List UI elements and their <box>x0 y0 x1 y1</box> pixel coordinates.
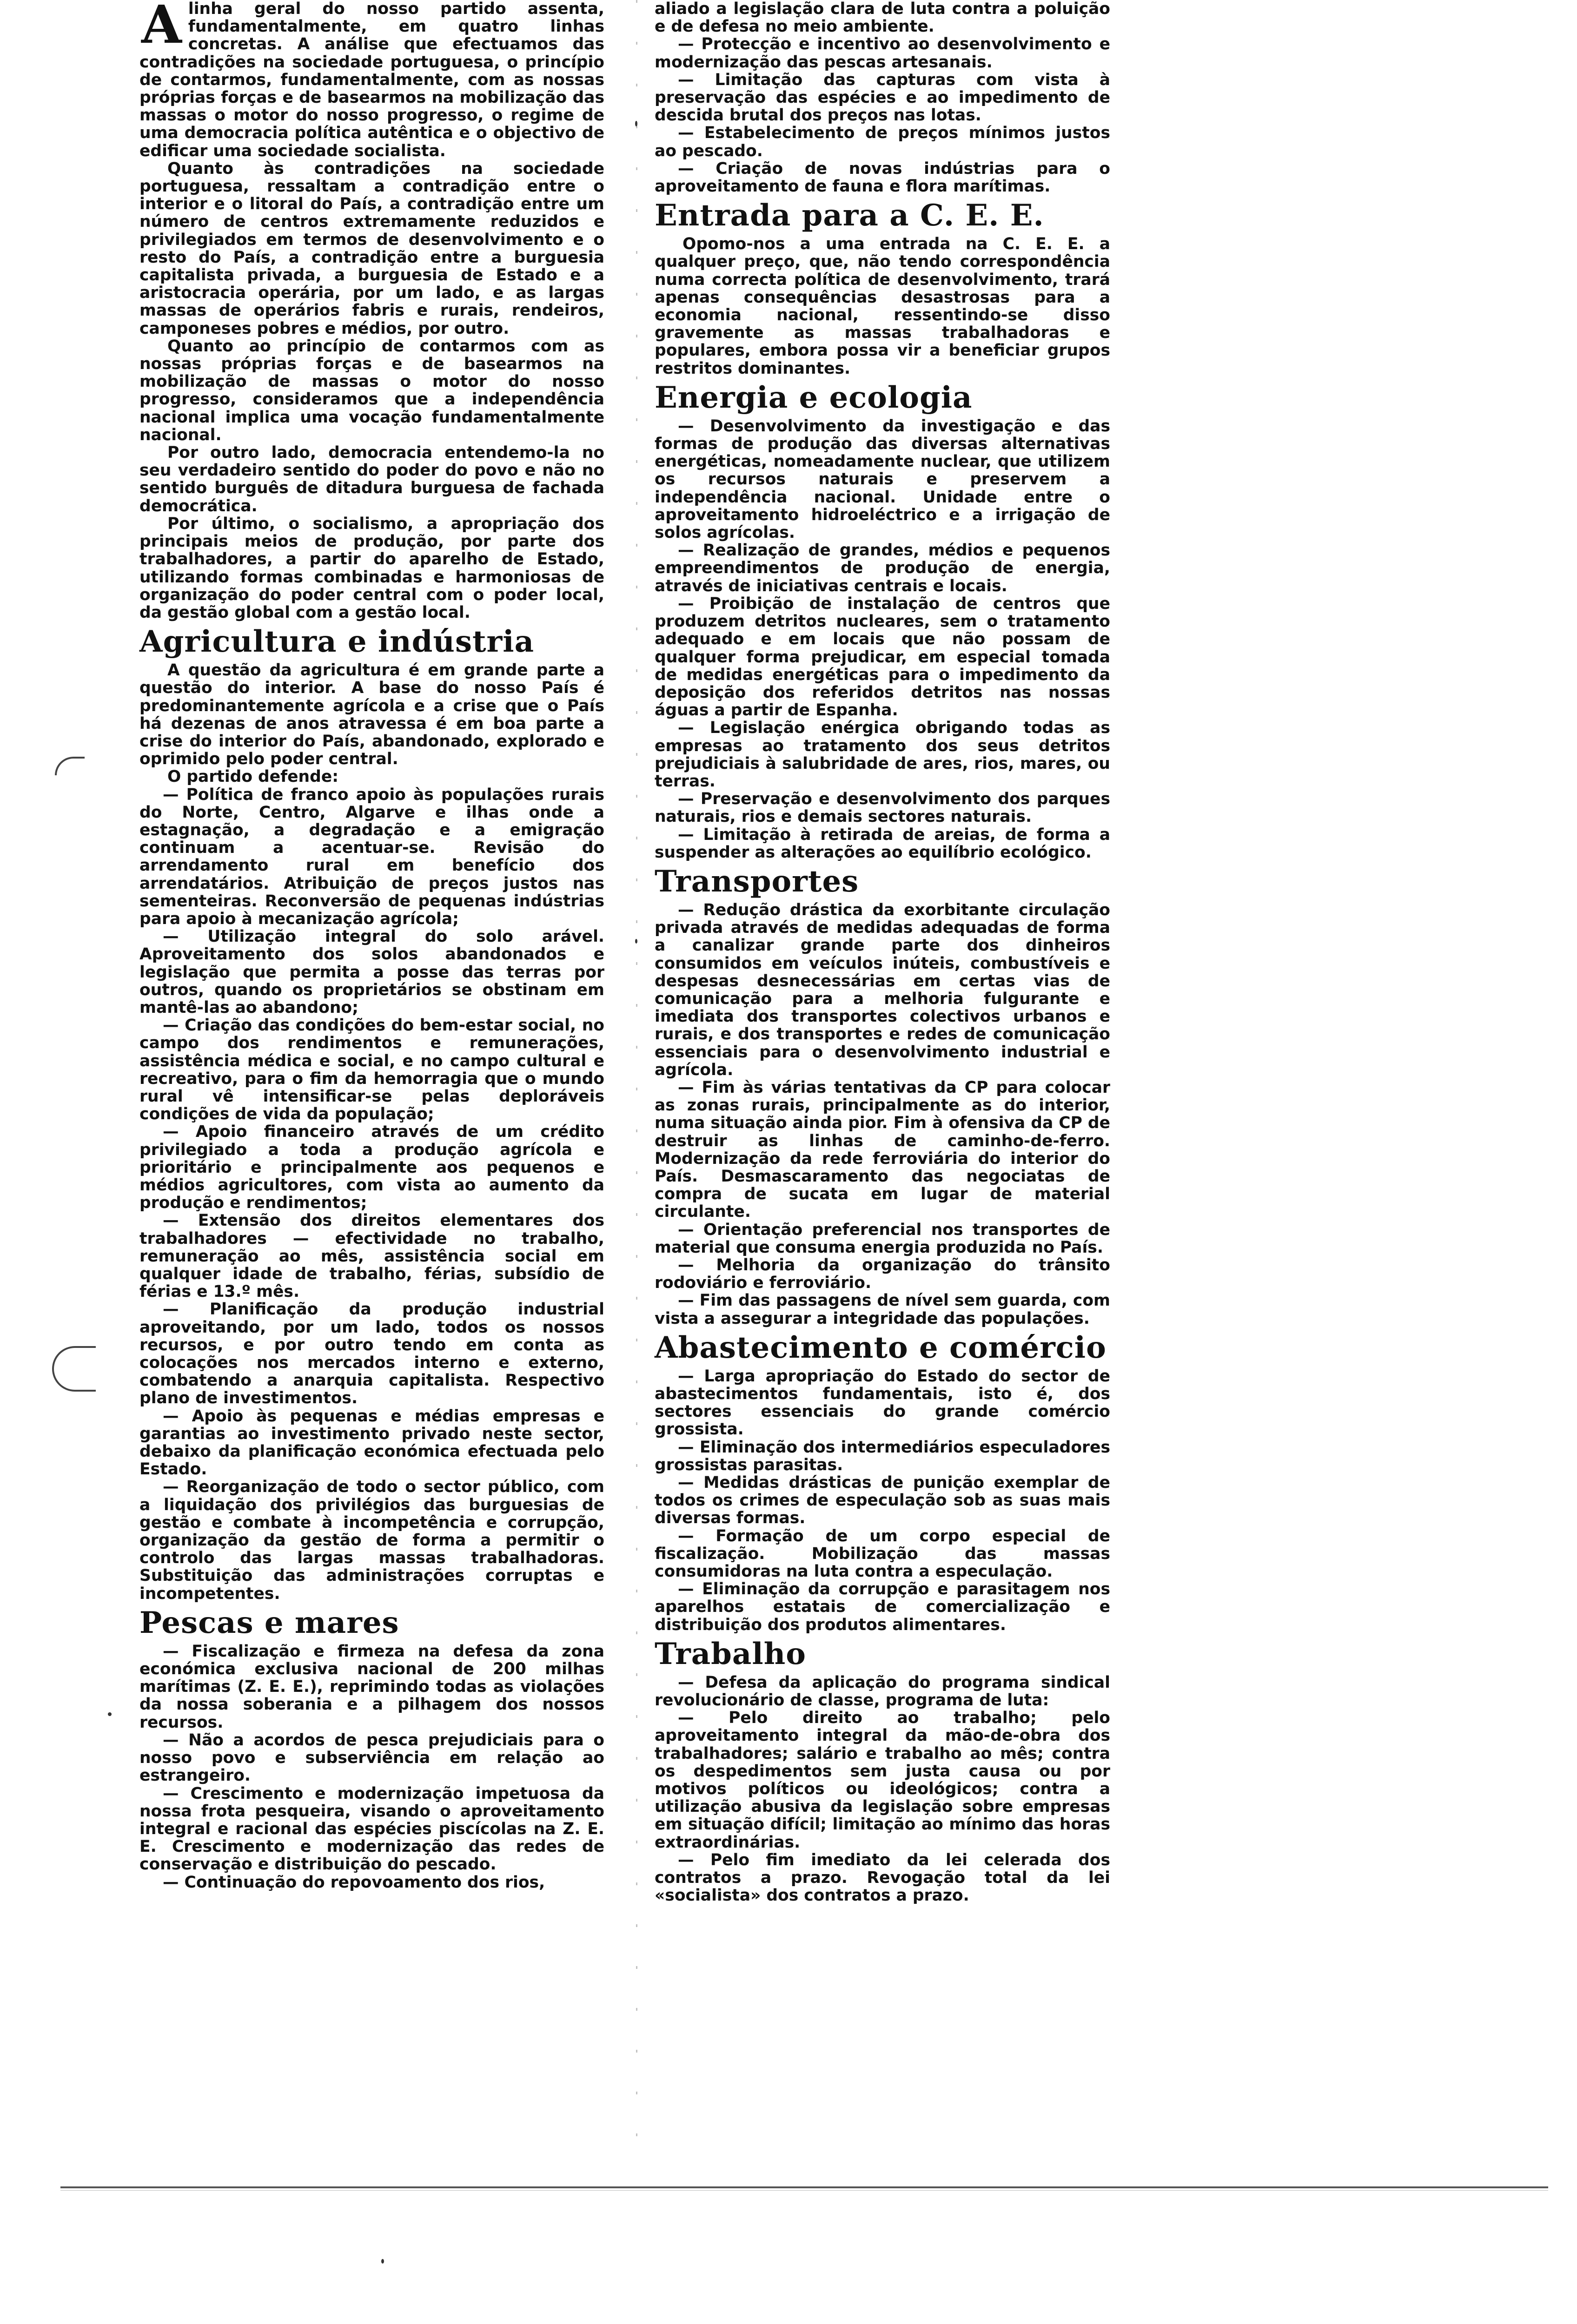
intro-section <box>139 0 604 621</box>
section-transportes <box>655 864 1110 1327</box>
list-item: — Apoio às pequenas e médias empresas e garantias ao investimento privado neste sector, debaixo da planificação económica efectuada pelo Estado. <box>139 1406 604 1479</box>
scan-speck <box>381 2259 384 2264</box>
list-item: — Medidas drásticas de punição exemplar de todos os crimes de especulação sob as suas mais diversas formas. <box>655 1473 1110 1528</box>
column-gutter <box>636 0 637 2138</box>
list-item: — Melhoria da organização do trânsito rodoviário e ferroviário. <box>655 1256 1110 1293</box>
list-item: — Eliminação da corrupção e parasitagem nos aparelhos estatais de comercialização e distribuição dos produtos alimentares. <box>655 1580 1110 1634</box>
list-item: — Orientação preferencial nos transportes de material que consuma energia produzida no País. <box>655 1220 1110 1257</box>
list-item: — Utilização integral do solo arável. Aproveitamento dos solos abandonados e legislação que permita a posse das terras por outros, quando os proprietários se obstinam em mantê-las ao abandono; <box>139 927 604 1017</box>
list-item: — Fim às várias tentativas da CP para colocar as zonas rurais, principalmente as do interior, numa situação ainda pior. Fim à ofensiva da CP de destruir as linhas de caminho-de-ferro. Modernização da rede ferroviária do interior do País. Desmascaramento das negociatas de compra de sucata em lugar de material circulante. <box>655 1078 1110 1221</box>
scan-speck <box>635 121 637 126</box>
body-paragraph: aliado a legislação clara de luta contra a poluição e de defesa no meio ambiente. <box>655 0 1110 36</box>
list-item: — Legislação enérgica obrigando todas as empresas ao tratamento dos seus detritos prejudiciais à salubridade de ares, rios, mares, ou terras. <box>655 719 1110 791</box>
list-item: — Redução drástica da exorbitante circulação privada através de medidas adequadas de forma a canalizar grande parte dos dinheiros consumidos em veículos inúteis, combustíveis e despesas desnecessárias em certas vias de comunicação para a melhoria fulgurante e imediata dos transportes colectivos urbanos e rurais, e dos transportes e redes de comunicação essenciais para o desenvolvimento industrial e agrícola. <box>655 900 1110 1079</box>
list-item: — Apoio financeiro através de um crédito privilegiado a toda a produção agrícola e prioritário e principalmente aos pequenos e médios agricultores, com vista ao aumento da produção e rendimentos; <box>139 1122 604 1213</box>
list-item: — Larga apropriação do Estado do sector de abastecimentos fundamentais, isto é, dos sectores essenciais do grande comércio grossista. <box>655 1367 1110 1439</box>
section-agricultura <box>139 624 604 1603</box>
section-heading: Energia e ecologia <box>655 380 973 415</box>
intro-paragraph: Quanto às contradições na sociedade portuguesa, ressaltam a contradição entre o interior e o litoral do País, a contradição entre um número de centros extremamente reduzidos e privilegiados em termos de desenvolvimento e o resto do País, a contradição entre a burguesia capitalista privada, a burguesia de Estado e a aristocracia operária, por um lado, e as largas massas de operários fabris e rurais, rendeiros, camponeses pobres e médios, por outro. <box>139 159 604 338</box>
list-item: — Reorganização de todo o sector público, com a liquidação dos privilégios das burguesias de gestão e combate à incompetência e corrupção, organização da gestão de forma a permitir o controlo das largas massas trabalhadoras. Substituição das administrações corruptas e incompetentes. <box>139 1478 604 1603</box>
section-heading: Agricultura e indústria <box>139 624 535 660</box>
intro-paragraph: Por último, o socialismo, a apropriação dos principais meios de produção, por parte dos trabalhadores, a partir do aparelho de Estado, utilizando formas combinadas e harmoniosas de organização do poder central com o poder local, da gestão global com a gestão local. <box>139 514 604 622</box>
list-item: — Pelo direito ao trabalho; pelo aproveitamento integral da mão-de-obra dos trabalhadores; salário e trabalho ao mês; contra os despedimentos sem justa causa ou por motivos políticos ou ideológicos; contra a utilização abusiva da legislação sobre empresas em situação difícil; limitação ao mínimo das horas extraordinárias. <box>655 1709 1110 1852</box>
left-column <box>139 0 604 1891</box>
list-item: — Eliminação dos intermediários especuladores grossistas parasitas. <box>655 1438 1110 1474</box>
list-item: — Limitação à retirada de areias, de forma a suspender as alterações ao equilíbrio ecológico. <box>655 825 1110 862</box>
scan-speck <box>635 939 637 944</box>
section-pescas <box>139 1605 604 1891</box>
continuation-section <box>655 0 1110 195</box>
section-heading: Pescas e mares <box>139 1605 399 1640</box>
page-bottom-rule-thin <box>60 2190 1548 2191</box>
intro-paragraph: Quanto ao princípio de contarmos com as nossas próprias forças e de basearmos na mobilização de massas o motor do nosso progresso, consideramos que a independência nacional implica uma vocação fundamentalmente nacional. <box>139 337 604 444</box>
section-heading: Abastecimento e comércio <box>655 1330 1107 1365</box>
scan-speck <box>108 1712 112 1716</box>
binding-mark <box>55 757 85 775</box>
section-heading: Trabalho <box>655 1636 806 1671</box>
list-item: — Realização de grandes, médios e pequenos empreendimentos de produção de energia, através de iniciativas centrais e locais. <box>655 541 1110 595</box>
list-item: — Desenvolvimento da investigação e das formas de produção das diversas alternativas energéticas, nomeadamente nuclear, que utilizem os recursos naturais e preservem a independência nacional. Unidade entre o aproveitamento hidroeléctrico e a irrigação de solos agrícolas. <box>655 416 1110 542</box>
section-trabalho <box>655 1637 1110 1905</box>
intro-paragraph: linha geral do nosso partido assenta, fundamentalmente, em quatro linhas concretas. A análise que efectuamos das contradições na sociedade portuguesa, o princípio de contarmos, fundamentalmente, com as nossas próprias forças e de basearmos na mobilização das massas o motor do nosso progresso, o regime de uma democracia política autêntica e o objectivo de edificar uma sociedade socialista. <box>139 0 604 160</box>
section-cee <box>655 198 1110 377</box>
list-item: — Criação de novas indústrias para o aproveitamento de fauna e flora marítimas. <box>655 159 1110 196</box>
list-item: — Continuação do repovoamento dos rios, <box>163 1873 545 1892</box>
list-item: — Criação das condições do bem-estar social, no campo dos rendimentos e remunerações, assistência médica e social, e no campo cultural e recreativo, para o fim da hemorragia que o mundo rural vê intensificar-se pelas deploráveis condições de vida da população; <box>139 1016 604 1124</box>
list-item: — Crescimento e modernização impetuosa da nossa frota pesqueira, visando o aproveitamento integral e racional das espécies piscícolas na Z. E. E. Crescimento e modernização das redes de conservação e distribuição do pescado. <box>139 1784 604 1874</box>
list-item: — Defesa da aplicação do programa sindical revolucionário de classe, programa de luta: <box>655 1673 1110 1710</box>
list-item: — Formação de um corpo especial de fiscalização. Mobilização das massas consumidoras na luta contra a especulação. <box>655 1526 1110 1581</box>
body-paragraph: Opomo-nos a uma entrada na C. E. E. a qualquer preço, que, não tendo correspondência numa correcta política de desenvolvimento, trará apenas consequências desastrosas para a economia nacional, ressentindo-se disso gravemente as massas trabalhadoras e populares, embora possa vir a beneficiar grupos restritos dominantes. <box>655 235 1110 378</box>
section-abastecimento <box>655 1330 1110 1634</box>
list-item: — Não a acordos de pesca prejudiciais para o nosso povo e subserviência em relação ao estrangeiro. <box>139 1730 604 1785</box>
list-item: — Preservação e desenvolvimento dos parques naturais, rios e demais sectores naturais. <box>655 790 1110 826</box>
list-item: — Política de franco apoio às populações rurais do Norte, Centro, Algarve e ilhas onde a estagnação, a degradação e a emigração continuam a acentuar-se. Revisão do arrendamento rural em benefício dos arrendatários. Atribuição de preços justos nas sementeiras. Reconversão de pequenas indústrias para apoio à mecanização agrícola; <box>139 785 604 928</box>
drop-cap: A <box>141 0 182 55</box>
list-item: — Protecção e incentivo ao desenvolvimento e modernização das pescas artesanais. <box>655 35 1110 72</box>
list-item: — Fim das passagens de nível sem guarda, com vista a assegurar a integridade das populações. <box>655 1291 1110 1328</box>
body-paragraph: O partido defende: <box>167 767 339 786</box>
right-column <box>655 0 1110 1905</box>
list-item: — Proibição de instalação de centros que produzem detritos nucleares, sem o tratamento adequado e em locais que não possam de qualquer forma prejudicar, em especial tomada de medidas energéticas para o impedimento da deposição dos referidos detritos nas nossas águas a partir de Espanha. <box>655 594 1110 720</box>
intro-paragraph: Por outro lado, democracia entendemo-la no seu verdadeiro sentido do poder do povo e não no sentido burguês de ditadura burguesa de fachada democrática. <box>139 443 604 515</box>
section-heading: Transportes <box>655 864 859 899</box>
section-heading: Entrada para a C. E. E. <box>655 198 1044 233</box>
list-item: — Planificação da produção industrial aproveitando, por um lado, todos os nossos recursos, e por outro tendo em conta as colocações nos mercados interno e externo, combatendo a anarquia capitalista. Respectivo plano de investimentos. <box>139 1300 604 1408</box>
list-item: — Pelo fim imediato da lei celerada dos contratos a prazo. Revogação total da lei «socialista» dos contratos a prazo. <box>655 1850 1110 1905</box>
list-item: — Limitação das capturas com vista à preservação das espécies e ao impedimento de descida brutal dos preços nas lotas. <box>655 70 1110 125</box>
list-item: — Fiscalização e firmeza na defesa da zona económica exclusiva nacional de 200 milhas marítimas (Z. E. E.), reprimindo todas as violações da nossa soberania e a pilhagem dos nossos recursos. <box>139 1642 604 1732</box>
list-item: — Estabelecimento de preços mínimos justos ao pescado. <box>655 124 1110 160</box>
body-paragraph: A questão da agricultura é em grande parte a questão do interior. A base do nosso País é predominantemente agrícola e a crise que o País há dezenas de anos atravessa é em boa parte a crise do interior do País, abandonado, explorado e oprimido pelo poder central. <box>139 661 604 769</box>
binding-mark <box>52 1346 96 1392</box>
section-energia <box>655 380 1110 861</box>
list-item: — Extensão dos direitos elementares dos trabalhadores — efectividade no trabalho, remuneração ao mês, assistência social em qualquer idade de trabalho, férias, subsídio de férias e 13.º mês. <box>139 1211 604 1301</box>
page-bottom-rule <box>60 2186 1548 2188</box>
